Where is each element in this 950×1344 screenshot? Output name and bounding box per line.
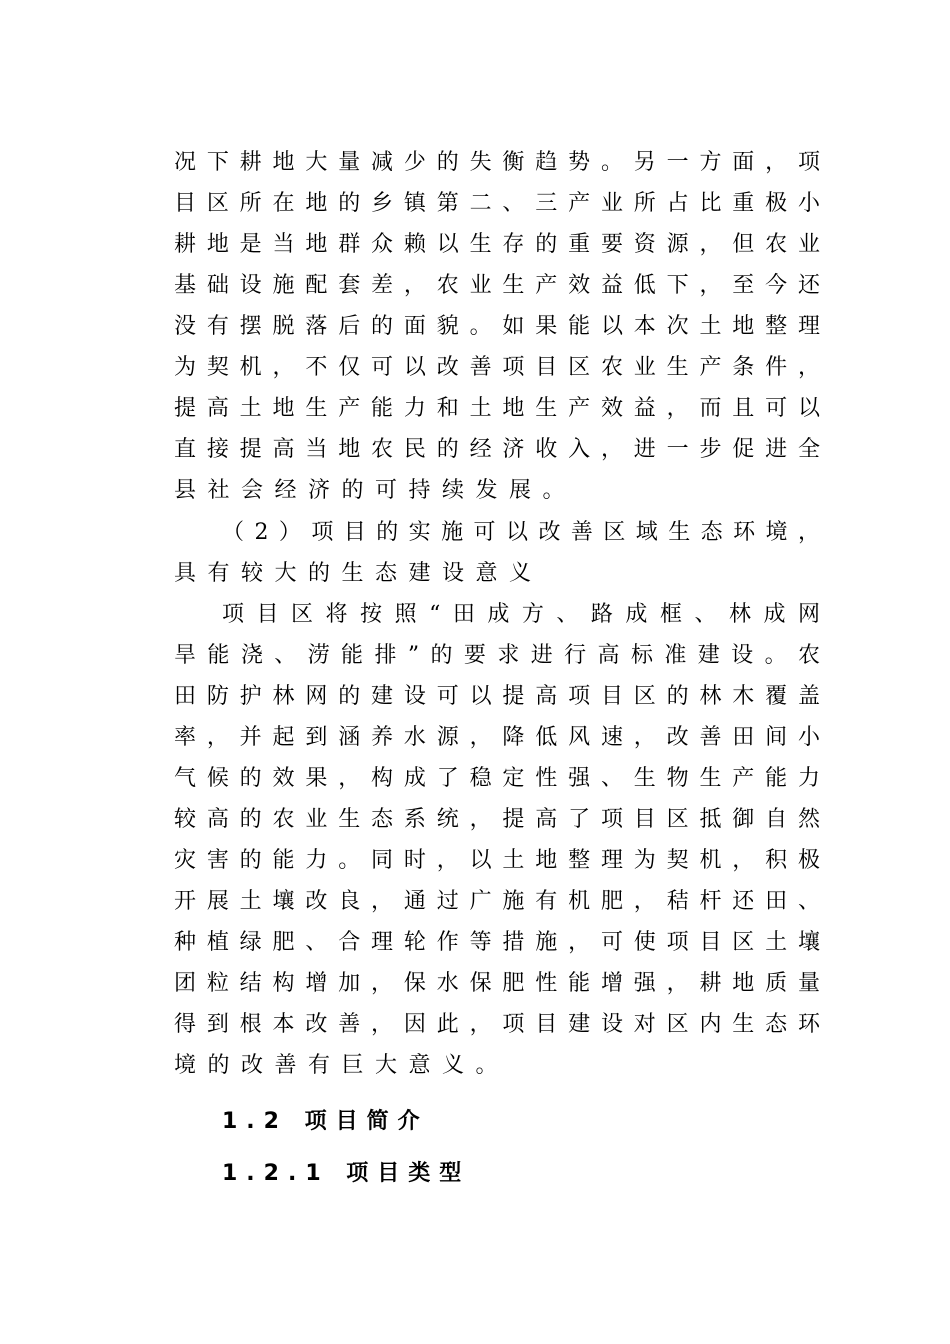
paragraph-line: 目区所在地的乡镇第二、三产业所占比重极小 [174, 191, 820, 216]
paragraph-line: 率，并起到涵养水源，降低风速，改善田间小 [174, 725, 820, 750]
paragraph-line: 团粒结构增加，保水保肥性能增强，耕地质量 [174, 971, 820, 996]
paragraph-line: 田防护林网的建设可以提高项目区的林木覆盖 [174, 684, 820, 709]
section-heading: 1.2 项目简介 [222, 1109, 429, 1134]
paragraph-line: 耕地是当地群众赖以生存的重要资源，但农业 [174, 232, 820, 257]
paragraph-line: 气候的效果，构成了稳定性强、生物生产能力 [174, 766, 820, 791]
paragraph-line: 况下耕地大量减少的失衡趋势。另一方面，项 [174, 150, 820, 175]
subsection-heading: 1.2.1 项目类型 [222, 1161, 471, 1186]
paragraph-line: 开展土壤改良，通过广施有机肥，秸杆还田、 [174, 889, 820, 914]
paragraph-line: 为契机，不仅可以改善项目区农业生产条件， [174, 355, 820, 380]
paragraph-line: 灾害的能力。同时，以土地整理为契机，积极 [174, 848, 820, 873]
paragraph-line: 得到根本改善，因此，项目建设对区内生态环 [174, 1012, 820, 1037]
subheading-line: 具有较大的生态建设意义 [174, 561, 543, 586]
paragraph-line: 基础设施配套差，农业生产效益低下，至今还 [174, 273, 820, 298]
paragraph-line: 没有摆脱落后的面貌。如果能以本次土地整理 [174, 314, 820, 339]
paragraph-line: 提高土地生产能力和土地生产效益，而且可以 [174, 396, 820, 421]
paragraph-line: 境的改善有巨大意义。 [174, 1053, 510, 1078]
paragraph-line: 旱能浇、涝能排”的要求进行高标准建设。农 [174, 643, 820, 668]
paragraph-line: 县社会经济的可持续发展。 [174, 478, 577, 503]
paragraph-line: 项目区将按照“田成方、路成框、林成网 [222, 602, 820, 627]
paragraph-line: 直接提高当地农民的经济收入，进一步促进全 [174, 437, 820, 462]
paragraph-line: 较高的农业生态系统，提高了项目区抵御自然 [174, 807, 820, 832]
subheading-line: （2）项目的实施可以改善区域生态环境， [222, 520, 820, 545]
paragraph-line: 种植绿肥、合理轮作等措施，可使项目区土壤 [174, 930, 820, 955]
